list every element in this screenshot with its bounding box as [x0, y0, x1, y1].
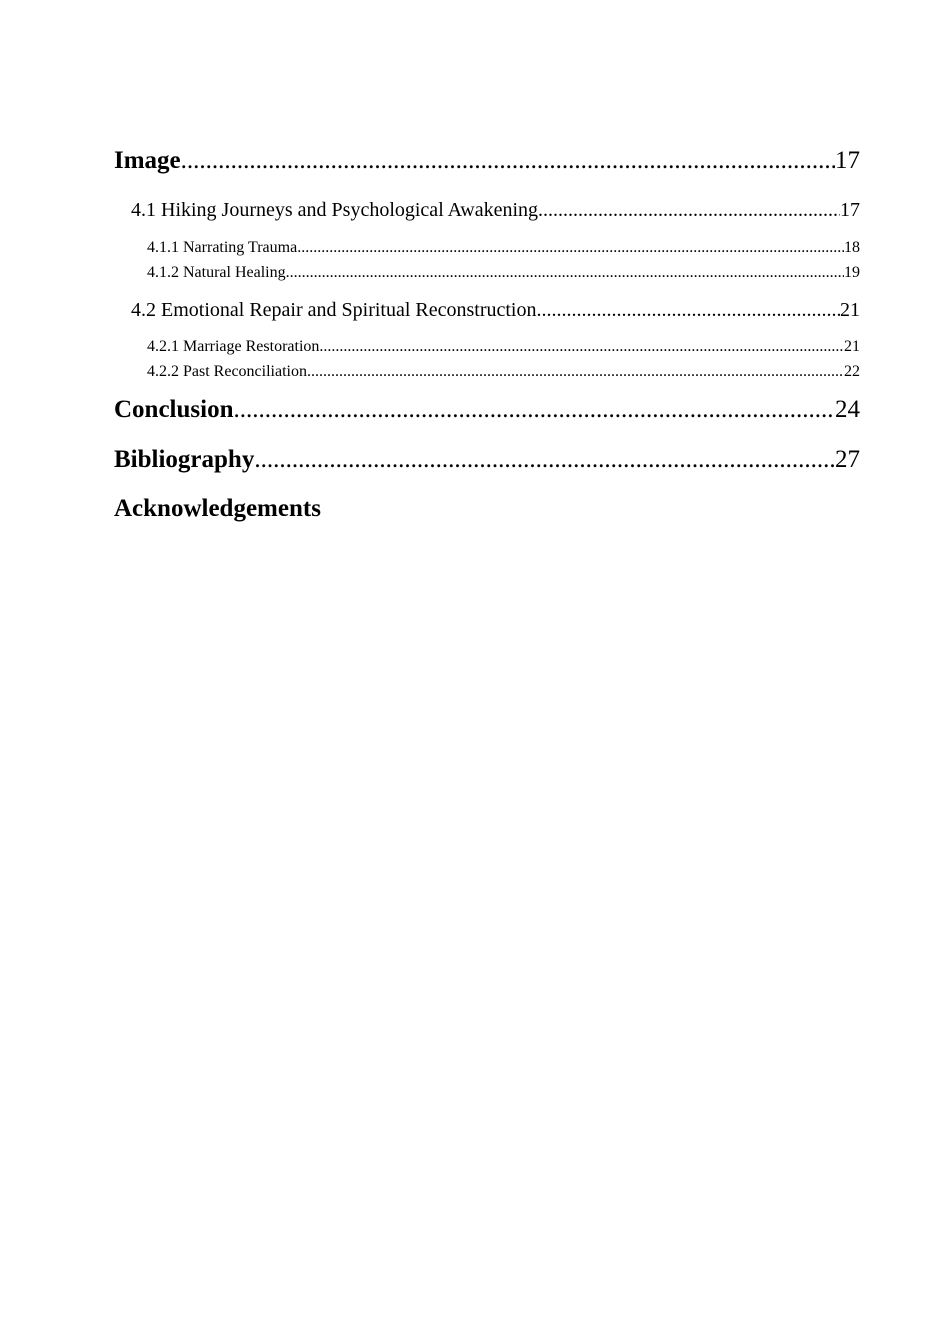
toc-page-number: 21 — [844, 338, 860, 355]
dot-leader — [181, 148, 835, 173]
toc-entry-title: Image — [114, 147, 181, 174]
toc-page-number: 21 — [840, 299, 860, 321]
toc-page-number: 17 — [835, 147, 860, 174]
dot-leader — [538, 200, 840, 220]
toc-entry-4-1-2[interactable] — [147, 265, 860, 281]
toc-entry-4-2[interactable] — [131, 300, 860, 320]
dot-leader — [536, 300, 840, 320]
toc-entry-4-2-1[interactable] — [147, 339, 860, 355]
dot-leader — [286, 265, 844, 281]
dot-leader — [254, 447, 835, 472]
toc-page-number: 22 — [844, 363, 860, 380]
toc-entry-title: 4.1 Hiking Journeys and Psychological Awakening — [131, 199, 539, 221]
toc-page-number: 18 — [844, 239, 860, 256]
toc-entry-acknowledgements[interactable] — [114, 496, 860, 521]
toc-entry-conclusion[interactable] — [114, 397, 860, 422]
toc-entry-title: Acknowledgements — [114, 495, 321, 522]
toc-entry-4-2-2[interactable] — [147, 364, 860, 380]
dot-leader — [297, 240, 844, 256]
toc-entry-title: 4.1.2 Natural Healing — [147, 264, 286, 281]
toc-entry-title: 4.2.2 Past Reconciliation — [147, 363, 307, 380]
toc-entry-title: Conclusion — [114, 396, 234, 423]
toc-entry-image[interactable] — [114, 148, 860, 173]
toc-entry-title: Bibliography — [114, 446, 255, 473]
toc-entry-bibliography[interactable] — [114, 447, 860, 472]
toc-entry-title: 4.1.1 Narrating Trauma — [147, 239, 298, 256]
toc-entry-4-1-1[interactable] — [147, 240, 860, 256]
dot-leader — [319, 339, 844, 355]
toc-entry-title: 4.2 Emotional Repair and Spiritual Reconstruction — [131, 299, 537, 321]
dot-leader — [233, 397, 835, 422]
toc-entry-title: 4.2.1 Marriage Restoration — [147, 338, 320, 355]
toc-page-number: 17 — [840, 199, 860, 221]
toc-page-number: 19 — [844, 264, 860, 281]
toc-entry-4-1[interactable] — [131, 200, 860, 220]
dot-leader — [307, 364, 844, 380]
toc-page-number: 24 — [835, 396, 860, 423]
toc-page-number: 27 — [835, 446, 860, 473]
